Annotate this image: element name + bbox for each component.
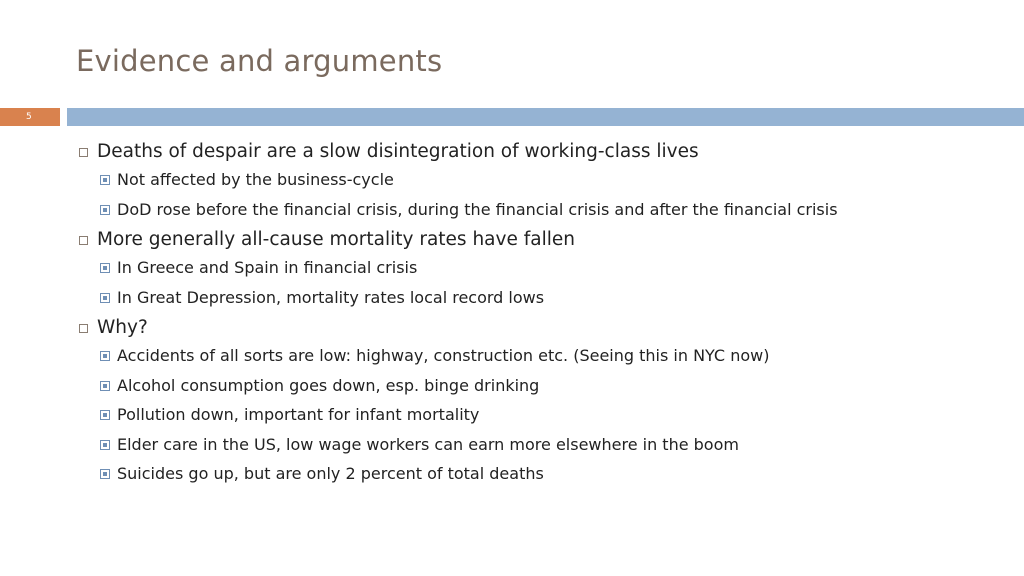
square-bullet-icon bbox=[79, 324, 88, 333]
sub-bullet-item bbox=[76, 287, 996, 317]
sub-bullet-item bbox=[76, 404, 996, 434]
sub-bullet-item bbox=[76, 345, 996, 375]
sub-bullet-item bbox=[76, 375, 996, 405]
filled-square-bullet-icon bbox=[100, 175, 110, 185]
filled-square-bullet-icon bbox=[100, 263, 110, 273]
filled-square-bullet-icon bbox=[100, 440, 110, 450]
slide-number: 5 bbox=[26, 112, 32, 122]
filled-square-bullet-icon bbox=[100, 293, 110, 303]
sub-bullet-text: DoD rose before the financial crisis, during the financial crisis and after the financial crisis bbox=[117, 199, 838, 219]
slide-title: Evidence and arguments bbox=[76, 44, 443, 78]
bullet-list bbox=[76, 140, 996, 493]
bullet-item bbox=[76, 140, 996, 169]
sub-bullet-item bbox=[76, 169, 996, 199]
sub-bullet-item bbox=[76, 434, 996, 464]
square-bullet-icon bbox=[79, 236, 88, 245]
bullet-item bbox=[76, 228, 996, 257]
square-bullet-icon bbox=[79, 148, 88, 157]
sub-bullet-text: Pollution down, important for infant mortality bbox=[117, 405, 480, 424]
bullet-text: More generally all-cause mortality rates have fallen bbox=[97, 229, 575, 250]
filled-square-bullet-icon bbox=[100, 205, 110, 215]
sub-bullet-text: Alcohol consumption goes down, esp. binge drinking bbox=[117, 375, 540, 395]
filled-square-bullet-icon bbox=[100, 410, 110, 420]
sub-bullet-item bbox=[76, 257, 996, 287]
sub-bullet-text: Accidents of all sorts are low: highway, construction etc. (Seeing this in NYC now) bbox=[117, 346, 770, 365]
sub-bullet-text: Not affected by the business-cycle bbox=[117, 170, 394, 189]
sub-bullet-item bbox=[76, 199, 996, 229]
filled-square-bullet-icon bbox=[100, 381, 110, 391]
sub-bullet-item bbox=[76, 463, 996, 493]
header-divider-bar bbox=[67, 108, 1024, 126]
sub-bullet-text: Suicides go up, but are only 2 percent of total deaths bbox=[117, 464, 544, 483]
bullet-text: Why? bbox=[97, 317, 148, 338]
filled-square-bullet-icon bbox=[100, 469, 110, 479]
sub-bullet-text: In Greece and Spain in financial crisis bbox=[117, 258, 418, 277]
bullet-text: Deaths of despair are a slow disintegration of working-class lives bbox=[97, 141, 699, 162]
sub-bullet-text: Elder care in the US, low wage workers can earn more elsewhere in the boom bbox=[117, 434, 739, 454]
filled-square-bullet-icon bbox=[100, 351, 110, 361]
sub-bullet-text: In Great Depression, mortality rates local record lows bbox=[117, 287, 545, 307]
bullet-item bbox=[76, 316, 996, 345]
